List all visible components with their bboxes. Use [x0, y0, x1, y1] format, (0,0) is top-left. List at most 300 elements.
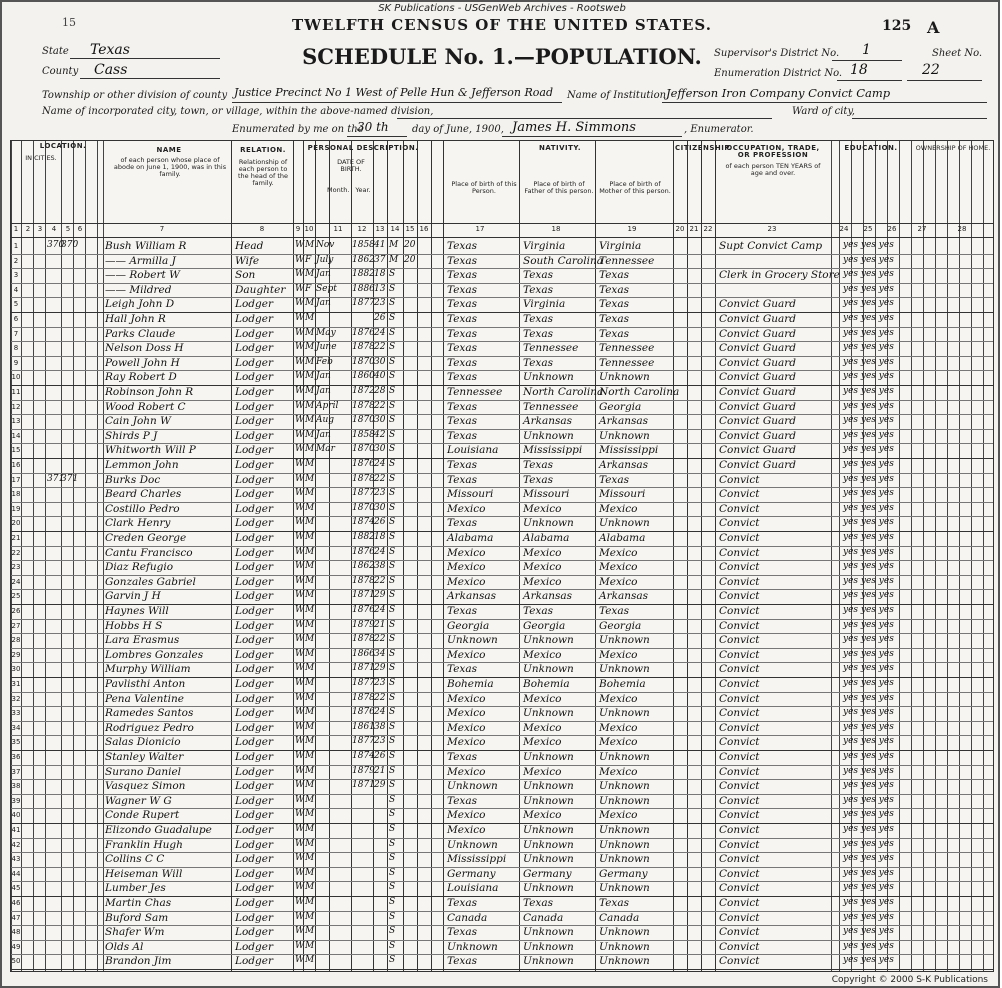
cell-rel: Son — [235, 269, 256, 282]
cell-m: Unknown — [599, 780, 650, 793]
cell-mar: S — [389, 429, 396, 440]
cell-m: Mexico — [599, 736, 638, 749]
cell-f: Mexico — [523, 546, 562, 559]
cell-f: Mexico — [523, 736, 562, 749]
cell-mar: S — [389, 882, 396, 893]
cell-m: North Carolina — [599, 386, 680, 398]
cell-color: W — [295, 911, 305, 922]
cell-f: Unknown — [523, 926, 574, 939]
grid-column-line — [431, 141, 432, 971]
cell-rel: Lodger — [235, 429, 273, 442]
schedule-title: SCHEDULE No. 1.—POPULATION. — [302, 44, 702, 69]
grid-column-line — [45, 141, 46, 971]
cell-edu: yes yes yes — [843, 371, 894, 382]
cell-f: Texas — [523, 356, 553, 369]
row-number: 15 — [11, 446, 21, 455]
cell-p: Mexico — [447, 692, 486, 705]
cell-year: 1878 — [352, 634, 375, 645]
cell-age: 22 — [374, 575, 386, 586]
cell-year: 1872 — [352, 386, 375, 396]
cell-sex: M — [305, 794, 315, 805]
county-value: Cass — [94, 62, 128, 78]
cell-sex: M — [305, 736, 315, 747]
cell-edu: yes yes yes — [843, 488, 894, 499]
cell-year: 1876 — [352, 459, 375, 469]
cell-occ: Convict — [719, 809, 760, 822]
cell-name: Robinson John R — [105, 386, 194, 398]
cell-age: 22 — [374, 473, 386, 484]
cell-m: Unknown — [599, 940, 650, 953]
cell-p: Texas — [447, 283, 477, 296]
cell-year: 1877 — [352, 298, 375, 309]
row-number: 6 — [13, 315, 19, 323]
cell-mar: S — [389, 532, 396, 542]
cell-name: Shirds P J — [105, 429, 158, 442]
cell-sex: M — [305, 590, 315, 601]
cell-edu: yes yes yes — [843, 429, 894, 440]
cell-name: Lemmon John — [105, 459, 179, 471]
cell-mar: S — [389, 619, 396, 630]
cell-color: W — [295, 459, 305, 469]
cell-mar: S — [389, 488, 396, 499]
cell-m: Georgia — [599, 400, 642, 413]
cell-rel: Lodger — [235, 400, 273, 413]
cell-sex: M — [305, 663, 315, 674]
cell-age: 22 — [374, 634, 386, 645]
grid-column-line — [673, 141, 674, 971]
enumeration-underline — [837, 80, 902, 81]
cell-m: Mexico — [599, 648, 638, 661]
grid-row-line — [11, 969, 993, 970]
cell-p: Texas — [447, 415, 477, 428]
grid-column-line — [935, 141, 936, 971]
cell-edu: yes yes yes — [843, 853, 894, 864]
cell-edu: yes yes yes — [843, 926, 894, 937]
cell-mar: S — [389, 342, 396, 353]
cell-m: Tennessee — [599, 356, 655, 369]
cell-name: Salas Dionicio — [105, 736, 181, 749]
cell-mar: S — [389, 269, 396, 280]
cell-age: 42 — [374, 429, 386, 440]
row-number: 8 — [13, 344, 19, 353]
cell-f: Mexico — [523, 575, 562, 588]
row-number: 18 — [11, 490, 21, 499]
cell-sex: M — [305, 473, 315, 484]
month-header: Month. — [327, 186, 350, 194]
cell-sex: M — [305, 911, 315, 922]
cell-f: Unknown — [523, 429, 574, 442]
cell-edu: yes yes yes — [843, 546, 894, 557]
cell-rel: Lodger — [235, 298, 273, 311]
cell-year: 1871 — [352, 780, 375, 791]
cell-m: Texas — [599, 605, 629, 617]
cell-edu: yes yes yes — [843, 298, 894, 309]
cell-name: Pena Valentine — [105, 692, 184, 705]
cell-name: Shafer Wm — [105, 926, 165, 939]
cell-occ: Convict — [719, 502, 760, 515]
cell-year: 1870 — [352, 415, 375, 426]
cell-age: 30 — [374, 444, 386, 455]
cell-p: Germany — [447, 867, 496, 880]
cell-rel: Lodger — [235, 444, 273, 457]
cell-p: Mexico — [447, 736, 486, 749]
cell-p: Texas — [447, 605, 477, 617]
cell-yrs: 20 — [404, 240, 416, 250]
grid-column-line — [85, 141, 86, 971]
cell-rel: Lodger — [235, 780, 273, 793]
row-number: 46 — [11, 899, 21, 907]
cell-m: Tennessee — [599, 254, 655, 267]
archive-banner: SK Publications - USGenWeb Archives - Rootsweb — [378, 3, 626, 14]
cell-m: Unknown — [599, 634, 650, 647]
cell-sex: M — [305, 415, 315, 426]
cell-p: Texas — [447, 313, 477, 325]
cell-color: W — [295, 634, 305, 645]
cell-mar: S — [389, 809, 396, 820]
cell-color: W — [295, 313, 305, 323]
cell-p: Louisiana — [447, 882, 499, 895]
cell-p: Texas — [447, 955, 477, 968]
cell-rel: Lodger — [235, 415, 273, 428]
cell-month: April — [316, 400, 339, 411]
cell-mar: S — [389, 897, 396, 907]
cell-occ: Convict Guard — [719, 444, 796, 457]
column-number: 10 — [304, 225, 314, 233]
cell-age: 23 — [374, 298, 386, 309]
cell-rel: Lodger — [235, 502, 273, 515]
cell-occ: Convict Guard — [719, 313, 796, 325]
cell-mar: S — [389, 940, 396, 951]
cell-rel: Lodger — [235, 488, 273, 501]
cell-edu: yes yes yes — [843, 605, 894, 615]
cell-edu: yes yes yes — [843, 415, 894, 426]
cell-f: Unknown — [523, 634, 574, 647]
cell-year: 1886 — [352, 283, 375, 294]
cell-rel: Lodger — [235, 838, 273, 851]
dob-header: DATE OF BIRTH. — [337, 158, 365, 173]
cell-occ: Convict — [719, 619, 760, 632]
cell-edu: yes yes yes — [843, 386, 894, 396]
name-header: NAME — [156, 146, 182, 154]
cell-fam: 370 — [61, 240, 79, 250]
cell-name: Leigh John D — [105, 298, 175, 311]
cell-f: Unknown — [523, 838, 574, 851]
cell-p: Texas — [447, 327, 477, 340]
sheet-underline — [907, 80, 982, 81]
cell-year: 1876 — [352, 707, 375, 718]
cell-mar: S — [389, 634, 396, 645]
cell-m: Arkansas — [599, 415, 649, 428]
state-value: Texas — [90, 42, 130, 58]
cell-year: 1877 — [352, 488, 375, 499]
cell-sex: M — [305, 751, 315, 761]
cell-p: Mexico — [447, 707, 486, 720]
cell-age: 13 — [374, 283, 386, 294]
cell-mar: S — [389, 313, 396, 323]
row-number: 16 — [11, 461, 21, 469]
cell-month: July — [316, 254, 334, 265]
cell-m: Virginia — [599, 240, 642, 252]
cell-name: Brandon Jim — [105, 955, 172, 968]
column-number: 4 — [51, 225, 57, 233]
cell-age: 21 — [374, 765, 386, 776]
enumerator-underline — [502, 136, 682, 137]
column-number: 26 — [887, 225, 897, 233]
enumerator-name: James H. Simmons — [512, 120, 636, 135]
cell-f: Unknown — [523, 882, 574, 895]
cell-f: Texas — [523, 269, 553, 282]
cell-name: Martin Chas — [105, 897, 172, 909]
cell-rel: Lodger — [235, 736, 273, 749]
grid-column-line — [103, 141, 104, 971]
cell-color: W — [295, 751, 305, 761]
cell-color: W — [295, 867, 305, 878]
cell-name: —— Armilla J — [105, 254, 176, 267]
row-number: 42 — [11, 840, 21, 849]
grid-column-line — [839, 141, 840, 971]
grid-column-line — [231, 141, 232, 971]
township-value: Justice Precinct No 1 West of Pelle Hun & Jefferson Road — [234, 86, 554, 99]
cell-color: W — [295, 590, 305, 601]
cell-color: W — [295, 429, 305, 440]
row-number: 49 — [11, 942, 21, 951]
cell-edu: yes yes yes — [843, 532, 894, 542]
cell-m: Arkansas — [599, 459, 649, 471]
cell-p: Texas — [447, 897, 477, 909]
cell-color: W — [295, 853, 305, 864]
cell-rel: Lodger — [235, 663, 273, 676]
cell-age: 22 — [374, 400, 386, 411]
county-label: County — [42, 66, 79, 77]
cell-age: 26 — [374, 313, 386, 323]
cell-sex: F — [305, 254, 312, 265]
cell-f: Unknown — [523, 824, 574, 836]
cell-year: 1882 — [352, 532, 375, 542]
row-number: 31 — [11, 680, 21, 688]
cell-color: W — [295, 721, 305, 732]
row-number: 36 — [11, 753, 21, 761]
institution-underline — [662, 102, 987, 103]
cell-f: Unknown — [523, 780, 574, 793]
cell-edu: yes yes yes — [843, 692, 894, 703]
cell-m: Texas — [599, 313, 629, 325]
row-number: 7 — [13, 329, 19, 338]
cell-year: 1871 — [352, 663, 375, 674]
cell-rel: Lodger — [235, 940, 273, 953]
column-number: 14 — [390, 225, 400, 233]
cell-year: 1874 — [352, 751, 375, 761]
cell-age: 29 — [374, 590, 386, 601]
cell-sex: M — [305, 356, 315, 367]
cell-year: 1882 — [352, 269, 375, 280]
column-number: 23 — [767, 225, 777, 233]
cell-sex: M — [305, 386, 315, 396]
cell-color: W — [295, 809, 305, 820]
cell-occ: Convict — [719, 692, 760, 705]
row-number: 19 — [11, 504, 21, 513]
row-number: 27 — [11, 621, 21, 630]
cell-name: Diaz Refugio — [105, 561, 174, 574]
cell-mar: S — [389, 780, 396, 791]
grid-column-line — [519, 141, 520, 971]
cell-p: Texas — [447, 371, 477, 384]
cell-age: 22 — [374, 342, 386, 353]
cell-f: Canada — [523, 911, 564, 924]
cell-color: W — [295, 269, 305, 280]
cell-color: W — [295, 619, 305, 630]
cell-p: Canada — [447, 911, 488, 924]
cell-occ: Convict — [719, 897, 760, 909]
cell-p: Alabama — [447, 532, 494, 544]
cell-mar: S — [389, 561, 396, 572]
cell-rel: Lodger — [235, 619, 273, 632]
incorporated-label: Name of incorporated city, town, or village, within the above-named division, — [42, 106, 434, 117]
cell-color: W — [295, 561, 305, 572]
cell-edu: yes yes yes — [843, 473, 894, 484]
grid-column-line — [61, 141, 62, 971]
cell-sex: M — [305, 809, 315, 820]
cell-edu: yes yes yes — [843, 955, 894, 966]
cell-rel: Head — [235, 240, 264, 252]
cell-name: Creden George — [105, 532, 187, 544]
cell-mar: S — [389, 678, 396, 688]
cell-name: Clark Henry — [105, 517, 171, 530]
cell-rel: Lodger — [235, 605, 273, 617]
grid-column-line — [959, 141, 960, 971]
cell-sex: M — [305, 488, 315, 499]
cell-f: Mexico — [523, 765, 562, 778]
column-number: 12 — [357, 225, 367, 233]
cell-color: W — [295, 897, 305, 907]
cell-color: W — [295, 940, 305, 951]
cell-m: Texas — [599, 897, 629, 909]
cell-age: 24 — [374, 459, 386, 469]
cell-yrs: 20 — [404, 254, 416, 265]
page-letter: A — [927, 18, 940, 37]
cell-f: Unknown — [523, 751, 574, 763]
row-number: 2 — [13, 256, 19, 265]
cell-rel: Lodger — [235, 473, 273, 486]
census-ledger — [10, 140, 994, 972]
cell-edu: yes yes yes — [843, 765, 894, 776]
cell-mar: S — [389, 298, 396, 309]
cell-occ: Convict — [719, 794, 760, 807]
cell-age: 38 — [374, 721, 386, 732]
cell-sex: M — [305, 678, 315, 688]
cell-year: 1878 — [352, 575, 375, 586]
row-number: 28 — [11, 636, 21, 645]
cell-edu: yes yes yes — [843, 342, 894, 353]
cell-age: 26 — [374, 751, 386, 761]
grid-column-line — [947, 141, 948, 971]
cell-m: Texas — [599, 473, 629, 486]
cell-year: 1876 — [352, 605, 375, 615]
cell-f: South Carolina — [523, 254, 603, 267]
cell-sex: M — [305, 444, 315, 455]
cell-month: Jan — [316, 371, 331, 382]
cell-edu: yes yes yes — [843, 678, 894, 688]
cell-m: Texas — [599, 298, 629, 311]
cell-occ: Convict Guard — [719, 327, 796, 340]
cell-dw: 371 — [47, 473, 65, 484]
relation-header: RELATION. — [240, 146, 286, 154]
cell-mar: S — [389, 575, 396, 586]
cell-m: Mexico — [599, 561, 638, 574]
cell-sex: M — [305, 400, 315, 411]
cell-occ: Convict — [719, 780, 760, 793]
row-number: 23 — [11, 563, 21, 572]
column-number: 1 — [13, 225, 19, 233]
cell-color: W — [295, 546, 305, 557]
cell-sex: M — [305, 940, 315, 951]
cell-age: 40 — [374, 371, 386, 382]
cell-edu: yes yes yes — [843, 254, 894, 265]
cell-color: W — [295, 648, 305, 659]
cell-f: Arkansas — [523, 590, 573, 603]
cell-mar: S — [389, 824, 396, 834]
cell-age: 23 — [374, 488, 386, 499]
grid-column-line — [701, 141, 702, 971]
cell-year: 1858 — [352, 240, 375, 250]
row-number: 32 — [11, 694, 21, 703]
cell-edu: yes yes yes — [843, 444, 894, 455]
cell-color: W — [295, 824, 305, 834]
cell-name: Buford Sam — [105, 911, 169, 924]
cell-rel: Lodger — [235, 809, 273, 822]
relation-description: Relationship of each person to the head of the family. — [237, 158, 289, 187]
cell-edu: yes yes yes — [843, 824, 894, 834]
cell-name: Ray Robert D — [105, 371, 177, 384]
row-number: 35 — [11, 738, 21, 747]
census-title: TWELFTH CENSUS OF THE UNITED STATES. — [292, 16, 712, 34]
cell-rel: Lodger — [235, 794, 273, 807]
cell-color: W — [295, 575, 305, 586]
cell-p: Texas — [447, 751, 477, 763]
cell-occ: Convict — [719, 824, 760, 836]
nativity-mother-header: Place of birth of Mother of this person. — [599, 180, 671, 195]
row-number: 1 — [13, 242, 19, 250]
cell-rel: Lodger — [235, 575, 273, 588]
ownership-header: OWNERSHIP OF HOME. — [915, 144, 991, 152]
cell-name: Collins C C — [105, 853, 165, 866]
cell-rel: Lodger — [235, 313, 273, 325]
cell-rel: Lodger — [235, 955, 273, 968]
row-number: 39 — [11, 796, 21, 805]
column-number: 16 — [419, 225, 429, 233]
cell-month: Feb — [316, 356, 333, 367]
location-header: LOCATION. — [39, 142, 87, 150]
column-number: 3 — [37, 225, 43, 233]
cell-year: 1860 — [352, 371, 375, 382]
cell-rel: Lodger — [235, 459, 273, 471]
cell-mar: S — [389, 473, 396, 484]
cell-f: Unknown — [523, 853, 574, 866]
cell-rel: Lodger — [235, 634, 273, 647]
cell-mar: S — [389, 415, 396, 426]
row-number: 25 — [11, 592, 21, 601]
cell-edu: yes yes yes — [843, 707, 894, 718]
cell-age: 26 — [374, 517, 386, 528]
cell-year: 1879 — [352, 619, 375, 630]
grid-column-line — [315, 141, 316, 971]
cell-edu: yes yes yes — [843, 459, 894, 469]
cell-month: Mar — [316, 444, 335, 455]
cell-mar: S — [389, 590, 396, 601]
cell-rel: Lodger — [235, 707, 273, 720]
cell-f: Germany — [523, 867, 572, 880]
cell-rel: Lodger — [235, 546, 273, 559]
cell-month: Nov — [316, 240, 335, 250]
